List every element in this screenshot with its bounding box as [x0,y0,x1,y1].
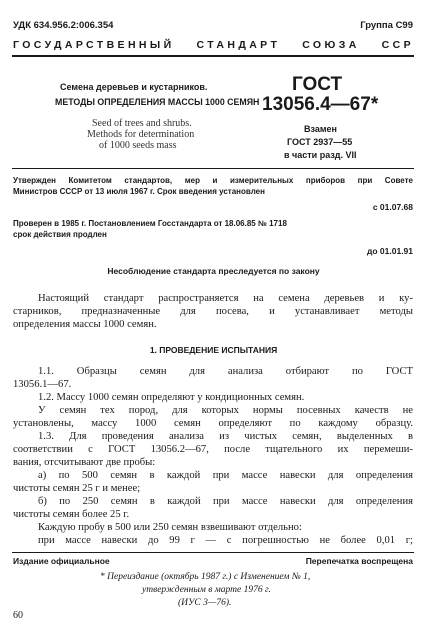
udc-code: УДК 634.956.2:006.354 [13,20,114,31]
gost-label: ГОСТ [292,74,343,95]
intro-line-2: старников, предназначенные для посева, и устанавливает методы [13,306,413,317]
section-line-5: установлены, массу 1000 семян определяют по каждому образцу. [13,418,413,429]
section-line-2: 13056.1—67. [13,379,72,390]
header-rule [12,55,414,57]
title-ru-line2: МЕТОДЫ ОПРЕДЕЛЕНИЯ МАССЫ 1000 СЕМЯН [55,97,260,107]
section-line-6: 1.3. Для проведения анализа из чистых семян, выделенных в [38,431,413,442]
section-title: 1. ПРОВЕДЕНИЕ ИСПЫТАНИЯ [149,345,278,355]
section-line-10: чистоты семян 25 г и менее; [13,483,141,494]
section-line-4: У семян тех пород, для которых нормы посевных качеств не [38,405,413,416]
intro-line-1: Настоящий стандарт распространяется на семена деревьев и ку- [38,293,413,304]
replaces-part: в части разд. VII [284,150,357,160]
footnote-line3: (ИУС 3—76). [178,598,232,608]
section-line-7: соответствии с ГОСТ 13056.2—67, после тщательного их перемеши- [13,444,413,455]
group-code: Группа С99 [360,20,413,31]
approval-line4: срок действия продлен [13,230,107,239]
section-line-9: а) по 500 семян в каждой при массе навески для определения [38,470,413,481]
section-line-1: 1.1. Образцы семян для анализа отбирают по ГОСТ [38,366,413,377]
title-en-line2: Methods for determination [87,129,195,140]
section-line-3: 1.2. Массу 1000 семян определяют у кондиционных семян. [38,392,305,403]
replaces-label: Взамен [304,124,337,134]
section-line-14: при массе навески до 99 г — с погрешностью не более 0,01 г; [38,535,413,546]
title-rule [12,168,414,169]
law-notice: Несоблюдение стандарта преследуется по закону [107,266,320,276]
page-number: 60 [13,610,23,621]
section-line-11: б) по 250 семян в каждой при массе навески для определения [38,496,413,507]
approval-line3: Проверен в 1985 г. Постановлением Госстандарта от 18.06.85 № 1718 [13,219,287,228]
state-standard-heading: ГОСУДАРСТВЕННЫЙ СТАНДАРТ СОЮЗА ССР [13,39,414,51]
section-line-8: вания, отсчитывают две пробы: [13,457,156,468]
approval-date-end: до 01.01.91 [366,246,413,256]
section-line-13: Каждую пробу в 500 или 250 семян взвешивают отдельно: [38,522,302,533]
title-en-line1: Seed of trees and shrubs. [92,118,192,129]
intro-line-3: определения массы 1000 семян. [13,319,157,330]
approval-line1: Утвержден Комитетом стандартов, мер и измерительных приборов при Совете [13,176,413,185]
approval-date-start: с 01.07.68 [372,202,413,212]
reprint-prohibited: Перепечатка воспрещена [305,556,413,566]
title-ru-line1: Семена деревьев и кустарников. [60,82,208,92]
footer-rule [12,552,414,553]
title-en-line3: of 1000 seeds mass [99,140,177,151]
gost-number: 13056.4—67* [262,94,379,115]
footnote-line2: утвержденным в марте 1976 г. [142,585,271,595]
approval-line2: Министров СССР от 13 июля 1967 г. Срок введения установлен [13,187,265,196]
section-line-12: чистоты семян более 25 г. [13,509,130,520]
replaces-standard: ГОСТ 2937—55 [287,137,353,147]
footnote-line1: * Переиздание (октябрь 1987 г.) с Изменением № 1, [100,572,311,582]
official-edition: Издание официальное [13,556,110,566]
